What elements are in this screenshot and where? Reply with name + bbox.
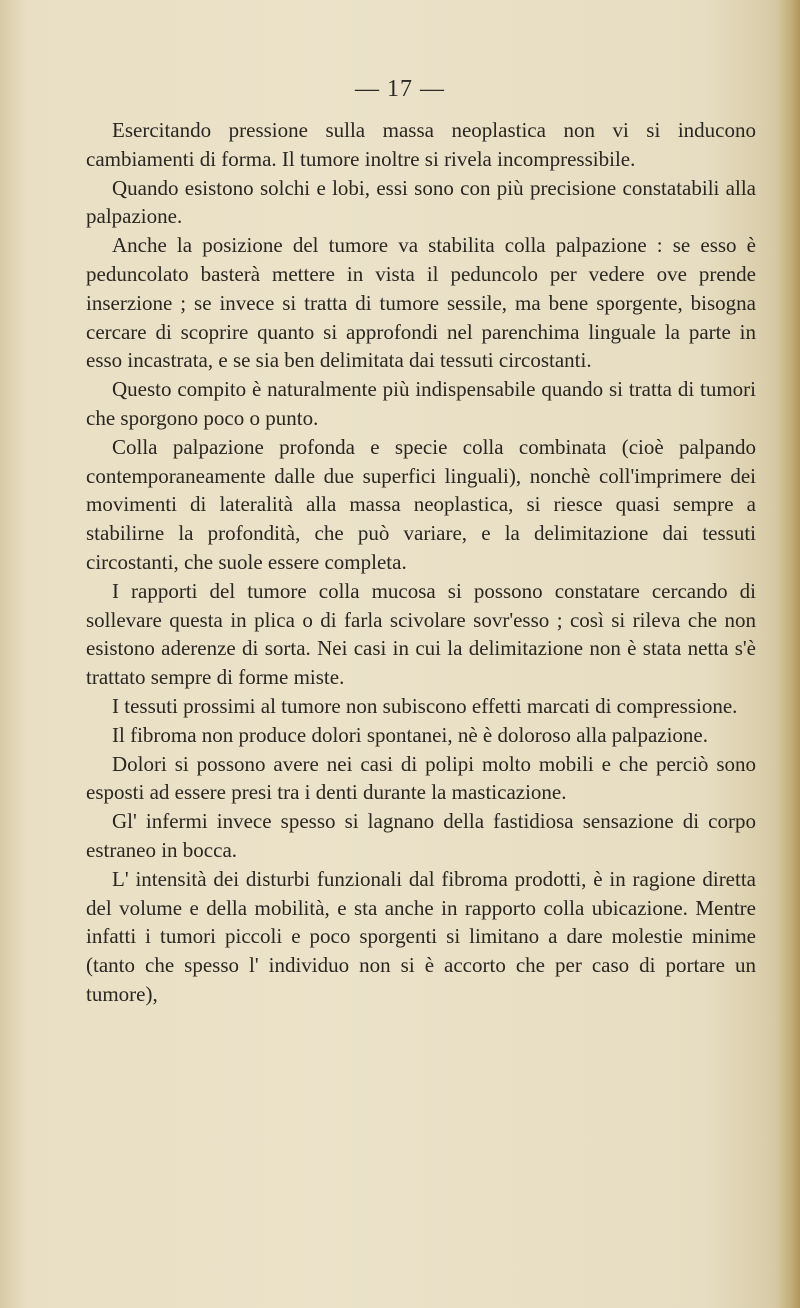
paragraph: Dolori si possono avere nei casi di polipi molto mobili e che perciò sono esposti ad essere presi tra i denti durante la masticazione. — [86, 751, 756, 805]
paragraph: L' intensità dei disturbi funzionali dal fibroma prodotti, è in ragione diretta del volume e della mobilità, e sta anche in rapporto colla ubicazione. Mentre infatti i tumori piccoli e poco sporgenti si limitano a dare molestie minime (tanto che spesso l' individuo non si è accorto che per caso di portare un tumore), — [86, 866, 756, 1006]
paragraph: I rapporti del tumore colla mucosa si possono constatare cercando di sollevare questa in plica o di farla scivolare sovr'esso ; così si rileva che non esistono aderenze di sorta. Nei casi in cui la delimitazione non è stata netta s'è trattato sempre di forme miste. — [86, 578, 756, 690]
paragraph: Il fibroma non produce dolori spontanei, nè è doloroso alla palpazione. — [112, 722, 708, 747]
paragraph: Questo compito è naturalmente più indispensabile quando si tratta di tumori che sporgono poco o punto. — [86, 377, 756, 430]
paragraph: Gl' infermi invece spesso si lagnano della fastidiosa sensazione di corpo estraneo in bocca. — [86, 809, 756, 862]
paragraph: Anche la posizione del tumore va stabilita colla palpazione : se esso è peduncolato basterà mettere in vista il peduncolo per vedere ove prende inserzione ; se invece si tratta di tumore sessile, ma bene sporgente, bisogna cercare di scoprire quanto si approfondi nel parenchima linguale la parte in esso incastrata, e se sia ben delimitata dai tessuti circostanti. — [86, 233, 756, 373]
paragraph: Esercitando pressione sulla massa neoplastica non vi si inducono cambiamenti di forma. Il tumore inoltre si rivela incompressibile. — [86, 118, 756, 171]
paragraph: I tessuti prossimi al tumore non subiscono effetti marcati di compressione. — [112, 693, 738, 718]
page-edge-shadow-right — [778, 0, 800, 1308]
paragraph: Quando esistono solchi e lobi, essi sono con più precisione constatabili alla palpazione. — [86, 175, 756, 229]
page-edge-shadow-left — [0, 0, 28, 1308]
page-number: — 17 — — [355, 76, 445, 102]
body-text — [86, 116, 756, 1009]
paragraph: Colla palpazione profonda e specie colla combinata (cioè palpando contemporaneamente dalle due superfici linguali), nonchè coll'imprimere dei movimenti di lateralità alla massa neoplastica, si riesce quasi sempre a stabilirne la profondità, che può variare, e la delimitazione dai tessuti circostanti, che suole essere completa. — [86, 434, 756, 574]
